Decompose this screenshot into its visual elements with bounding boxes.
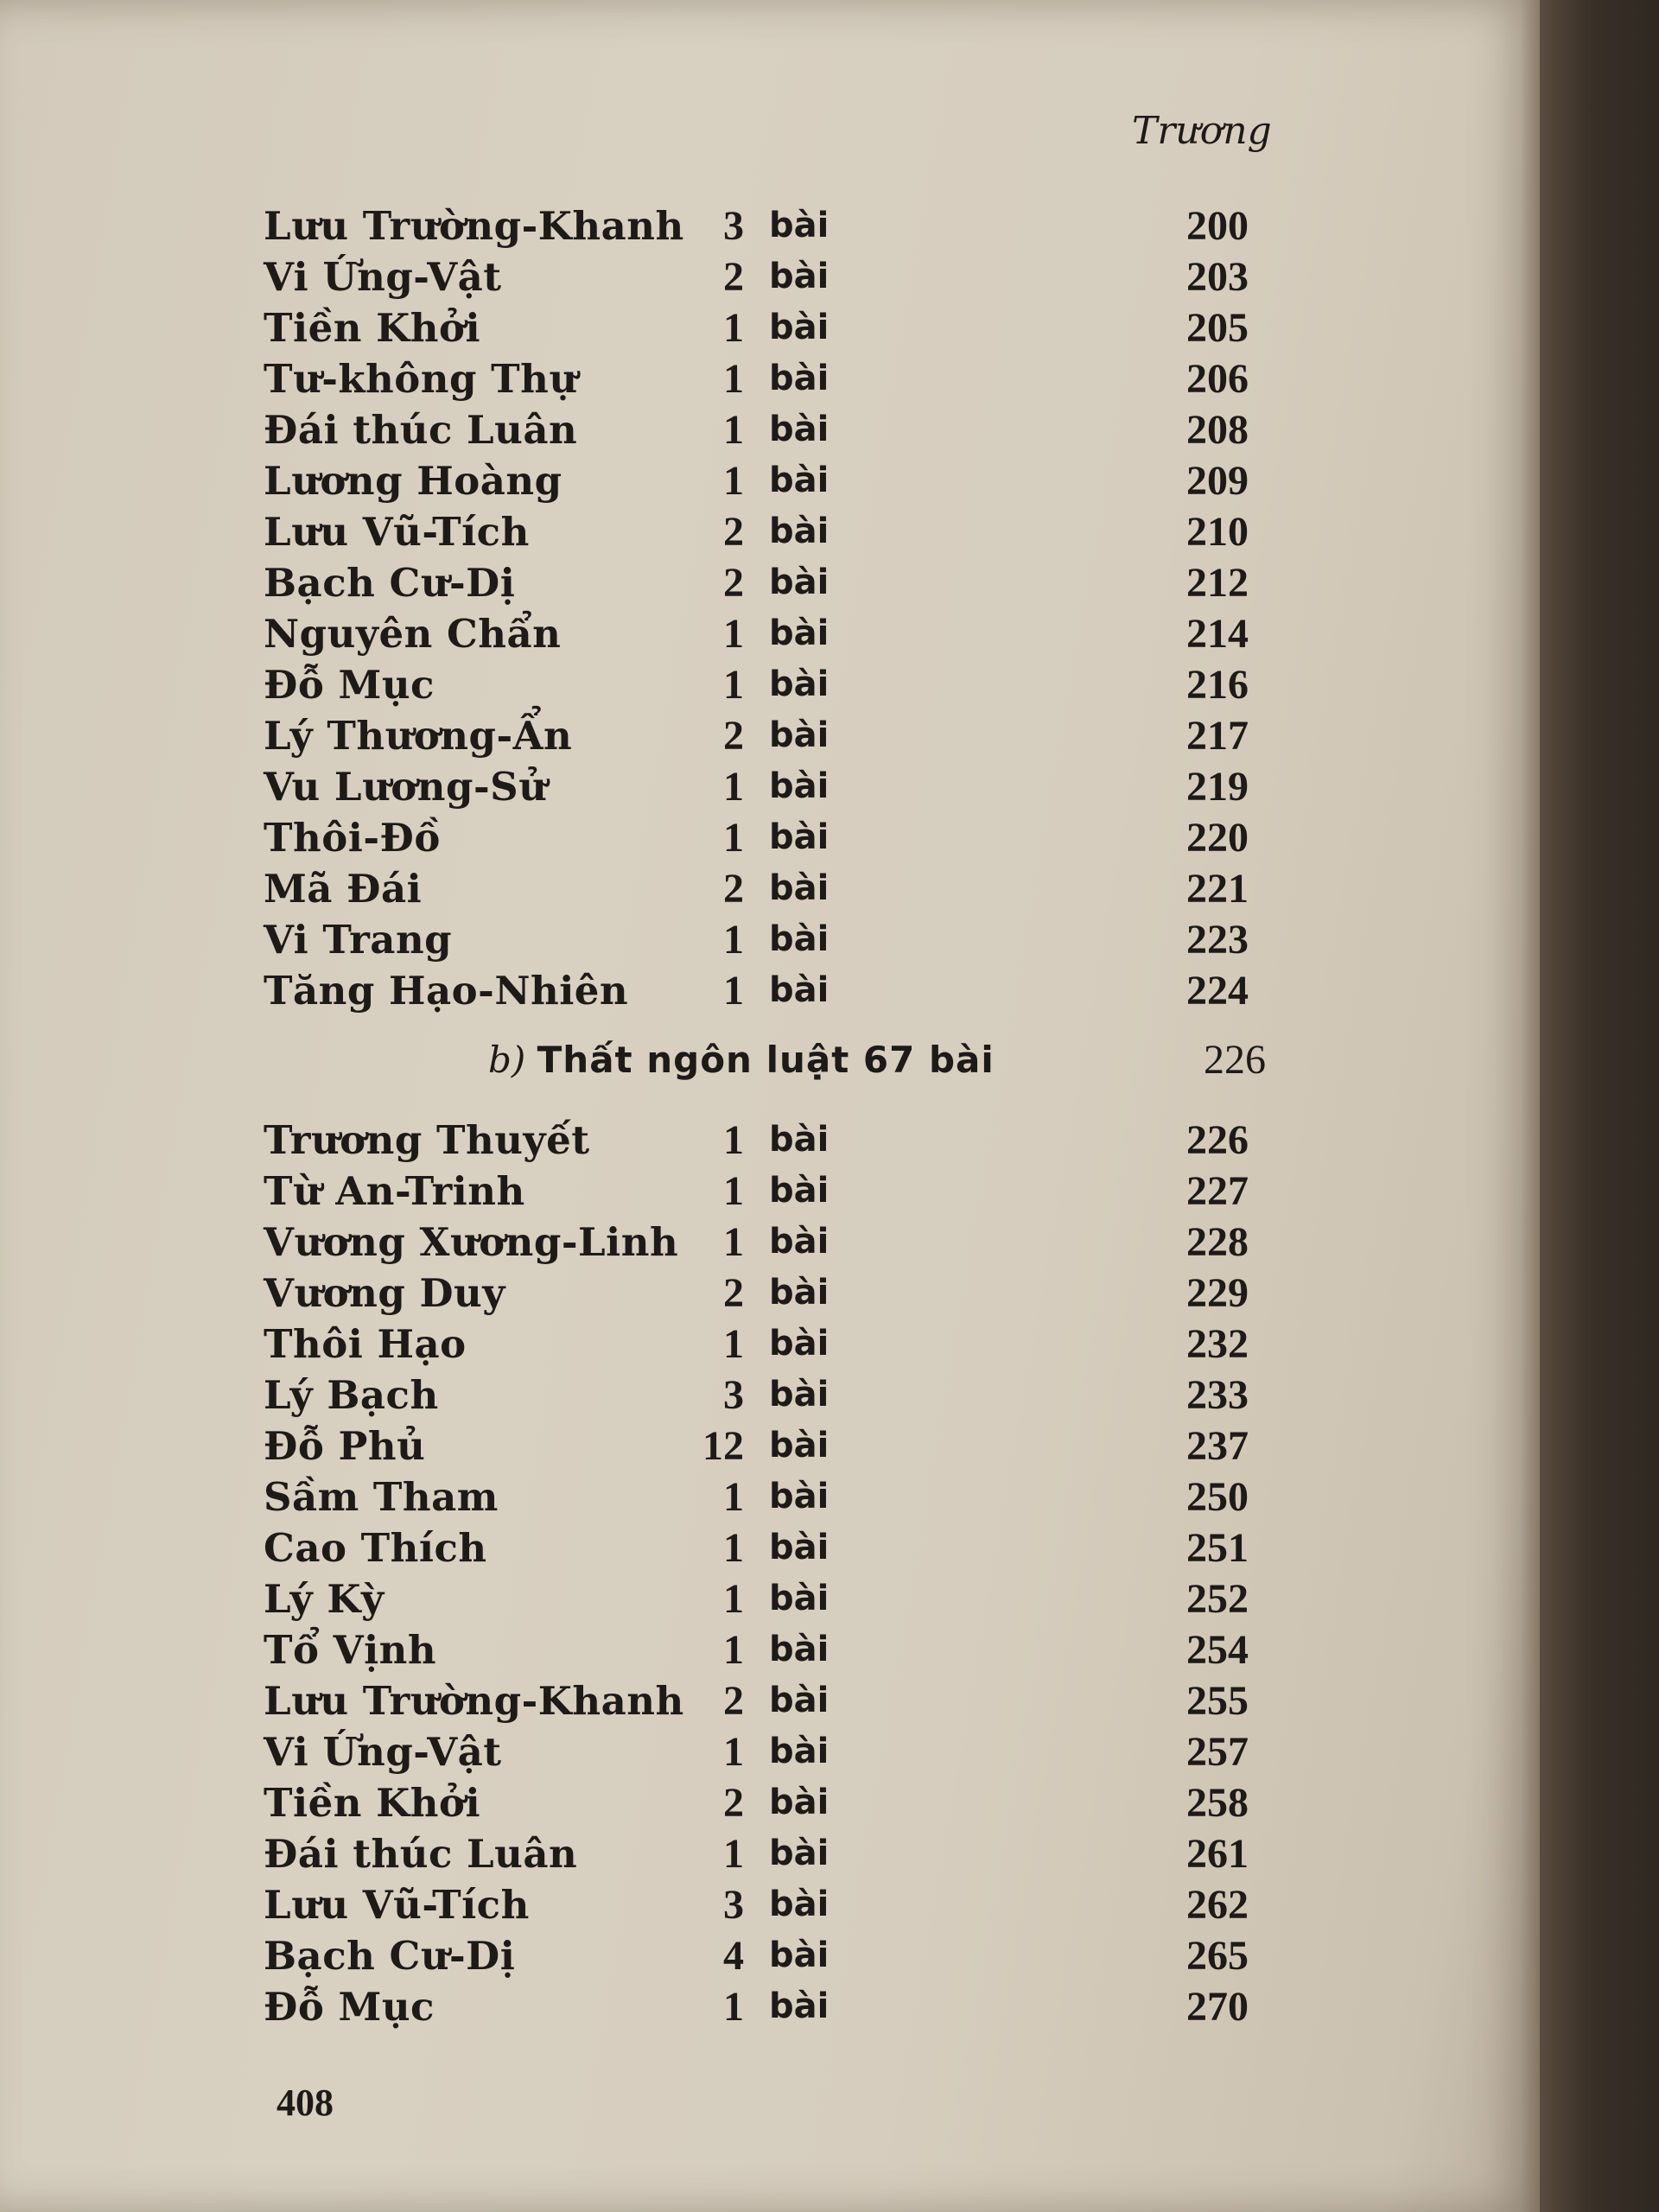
- page-number: 216: [1186, 662, 1249, 708]
- page-number: 200: [1186, 203, 1249, 249]
- poem-unit: bài: [769, 1936, 830, 1975]
- toc-entry: [264, 1115, 1266, 1166]
- page-number: 220: [1186, 815, 1249, 861]
- folio-page-number: 408: [276, 2082, 334, 2124]
- author-name: Lý Kỳ: [264, 1576, 385, 1622]
- toc-entry: [264, 914, 1266, 965]
- toc-entry: [264, 200, 1266, 251]
- poem-count: 1: [723, 1984, 744, 2030]
- author-name: Vương Duy: [264, 1270, 505, 1316]
- page-number: 226: [1186, 1117, 1249, 1163]
- author-name: Lưu Trường-Khanh: [264, 1678, 684, 1724]
- poem-unit: bài: [769, 206, 830, 245]
- page-number: 223: [1186, 917, 1249, 963]
- toc-entry: [264, 1166, 1266, 1217]
- poem-unit: bài: [769, 1528, 830, 1567]
- poem-unit: bài: [769, 613, 830, 653]
- toc-entry: [264, 1828, 1266, 1879]
- toc-entry: [264, 1675, 1266, 1726]
- author-name: Vu Lương-Sử: [264, 764, 548, 810]
- poem-count: 1: [723, 662, 744, 708]
- poem-unit: bài: [769, 1222, 830, 1262]
- poem-unit: bài: [769, 664, 830, 704]
- toc-entry: [264, 863, 1266, 914]
- toc-entry: [264, 659, 1266, 710]
- toc-entry: [264, 353, 1266, 404]
- toc-entry: [264, 1268, 1266, 1319]
- page-number: 233: [1186, 1372, 1249, 1418]
- poem-unit: bài: [769, 1273, 830, 1313]
- page-number: 270: [1186, 1984, 1249, 2030]
- page-number: 206: [1186, 356, 1249, 402]
- poem-count: 3: [723, 1882, 744, 1928]
- poem-unit: bài: [769, 563, 830, 602]
- poem-unit: bài: [769, 1681, 830, 1720]
- poem-count: 1: [723, 458, 744, 504]
- poem-unit: bài: [769, 1732, 830, 1771]
- author-name: Tổ Vịnh: [264, 1627, 437, 1673]
- author-name: Tăng Hạo-Nhiên: [264, 968, 629, 1014]
- poem-unit: bài: [769, 1783, 830, 1822]
- poem-unit: bài: [769, 817, 830, 857]
- page-number: 255: [1186, 1678, 1249, 1724]
- poem-count: 2: [723, 560, 744, 606]
- author-name: Vi Trang: [264, 917, 453, 963]
- poem-unit: bài: [769, 1324, 830, 1363]
- poem-unit: bài: [769, 308, 830, 347]
- toc-entry: [264, 1624, 1266, 1675]
- page-number: 227: [1186, 1168, 1249, 1214]
- page-number: 214: [1186, 611, 1249, 657]
- author-name: Tiền Khởi: [264, 305, 481, 351]
- toc-entry: [264, 710, 1266, 761]
- toc-entry: [264, 1370, 1266, 1421]
- page-number: 219: [1186, 764, 1249, 810]
- toc-entry: [264, 608, 1266, 659]
- page-number: 250: [1186, 1474, 1249, 1520]
- poem-count: 2: [723, 713, 744, 759]
- toc-entry: [264, 965, 1266, 1016]
- toc-entry: [264, 812, 1266, 863]
- poem-unit: bài: [769, 1426, 830, 1465]
- poem-count: 1: [723, 1525, 744, 1571]
- poem-count: 1: [723, 1576, 744, 1622]
- poem-unit: bài: [769, 1986, 830, 2026]
- poem-count: 1: [723, 764, 744, 810]
- page-number: 224: [1186, 968, 1249, 1014]
- page-number: 232: [1186, 1321, 1249, 1367]
- author-name: Lưu Vũ-Tích: [264, 1882, 530, 1928]
- poem-unit: bài: [769, 868, 830, 908]
- toc-section-a: [264, 200, 1266, 1016]
- poem-count: 2: [723, 1678, 744, 1724]
- poem-unit: bài: [769, 461, 830, 500]
- author-name: Thôi Hạo: [264, 1321, 467, 1367]
- page-number: 258: [1186, 1780, 1249, 1826]
- page-number: 205: [1186, 305, 1249, 351]
- poem-count: 1: [723, 815, 744, 861]
- author-name: Lưu Trường-Khanh: [264, 203, 684, 249]
- section-b-heading: [488, 1030, 1266, 1090]
- page-number: 251: [1186, 1525, 1249, 1571]
- poem-count: 2: [723, 254, 744, 300]
- author-name: Vương Xương-Linh: [264, 1219, 679, 1265]
- poem-unit: bài: [769, 1171, 830, 1211]
- section-b-label: b): [488, 1039, 526, 1081]
- author-name: Bạch Cư-Dị: [264, 1933, 516, 1979]
- page-number: 210: [1186, 509, 1249, 555]
- poem-count: 3: [723, 1372, 744, 1418]
- toc-entry: [264, 761, 1266, 812]
- toc-entry: [264, 1777, 1266, 1828]
- page-number: 229: [1186, 1270, 1249, 1316]
- page-number: 212: [1186, 560, 1249, 606]
- author-name: Lưu Vũ-Tích: [264, 509, 530, 555]
- poem-count: 2: [723, 1780, 744, 1826]
- toc-entry: [264, 1217, 1266, 1268]
- toc-entry: [264, 455, 1266, 506]
- page-number: 237: [1186, 1423, 1249, 1469]
- page-number: 203: [1186, 254, 1249, 300]
- poem-count: 1: [723, 356, 744, 402]
- page-number: 208: [1186, 407, 1249, 453]
- toc-entry: [264, 404, 1266, 455]
- author-name: Đái thúc Luân: [264, 1831, 578, 1877]
- author-name: Đỗ Phủ: [264, 1423, 426, 1469]
- toc-entry: [264, 1930, 1266, 1981]
- poem-unit: bài: [769, 359, 830, 398]
- page-number: 221: [1186, 866, 1249, 912]
- poem-count: 1: [723, 1219, 744, 1265]
- author-name: Nguyên Chẩn: [264, 611, 562, 657]
- poem-unit: bài: [769, 1630, 830, 1669]
- poem-unit: bài: [769, 257, 830, 296]
- poem-count: 12: [702, 1423, 744, 1469]
- toc-entry: [264, 1471, 1266, 1522]
- toc-entry: [264, 1573, 1266, 1624]
- author-name: Lý Bạch: [264, 1372, 439, 1418]
- poem-unit: bài: [769, 766, 830, 806]
- poem-unit: bài: [769, 1120, 830, 1160]
- author-name: Bạch Cư-Dị: [264, 560, 516, 606]
- poem-count: 1: [723, 611, 744, 657]
- poem-count: 3: [723, 203, 744, 249]
- author-name: Vi Ứng-Vật: [264, 1729, 502, 1775]
- page-column-header: Trương: [1132, 109, 1272, 153]
- author-name: Lương Hoàng: [264, 458, 563, 504]
- page-number: 254: [1186, 1627, 1249, 1673]
- poem-unit: bài: [769, 919, 830, 959]
- poem-count: 2: [723, 866, 744, 912]
- poem-count: 1: [723, 1117, 744, 1163]
- author-name: Tư-không Thự: [264, 356, 578, 402]
- author-name: Thôi-Đồ: [264, 815, 441, 861]
- author-name: Tiền Khởi: [264, 1780, 481, 1826]
- poem-count: 1: [723, 917, 744, 963]
- poem-count: 1: [723, 407, 744, 453]
- author-name: Vi Ứng-Vật: [264, 254, 502, 300]
- page-number: 228: [1186, 1219, 1249, 1265]
- section-b-title: Thất ngôn luật 67 bài: [537, 1039, 995, 1081]
- poem-unit: bài: [769, 715, 830, 755]
- author-name: Từ An-Trinh: [264, 1168, 525, 1214]
- toc-entry: [264, 1726, 1266, 1777]
- poem-count: 1: [723, 1729, 744, 1775]
- poem-unit: bài: [769, 1477, 830, 1516]
- toc-entry: [264, 1981, 1266, 2032]
- author-name: Sầm Tham: [264, 1474, 499, 1520]
- page-number: 217: [1186, 713, 1249, 759]
- poem-unit: bài: [769, 1375, 830, 1414]
- toc-entry: [264, 1522, 1266, 1573]
- poem-unit: bài: [769, 970, 830, 1010]
- toc-entry: [264, 557, 1266, 608]
- poem-count: 2: [723, 1270, 744, 1316]
- toc-entry: [264, 251, 1266, 302]
- poem-unit: bài: [769, 1885, 830, 1924]
- toc-entry: [264, 302, 1266, 353]
- poem-count: 1: [723, 305, 744, 351]
- toc-entry: [264, 1879, 1266, 1930]
- toc-entry: [264, 506, 1266, 557]
- poem-unit: bài: [769, 512, 830, 551]
- poem-count: 2: [723, 509, 744, 555]
- author-name: Đỗ Mục: [264, 1984, 435, 2030]
- author-name: Mã Đái: [264, 866, 423, 912]
- author-name: Cao Thích: [264, 1525, 487, 1571]
- poem-count: 1: [723, 968, 744, 1014]
- poem-count: 1: [723, 1627, 744, 1673]
- poem-unit: bài: [769, 1579, 830, 1618]
- book-spine: [1540, 0, 1659, 2212]
- poem-count: 1: [723, 1168, 744, 1214]
- page-number: 261: [1186, 1831, 1249, 1877]
- poem-unit: bài: [769, 1834, 830, 1873]
- toc-entry: [264, 1421, 1266, 1471]
- page-number: 209: [1186, 458, 1249, 504]
- author-name: Trương Thuyết: [264, 1117, 590, 1163]
- poem-count: 1: [723, 1831, 744, 1877]
- toc-section-b: [264, 1115, 1266, 2032]
- toc-entry: [264, 1319, 1266, 1370]
- page-number: 265: [1186, 1933, 1249, 1979]
- poem-count: 1: [723, 1474, 744, 1520]
- author-name: Đái thúc Luân: [264, 407, 578, 453]
- author-name: Lý Thương-Ẩn: [264, 713, 573, 759]
- poem-count: 1: [723, 1321, 744, 1367]
- page-number: 262: [1186, 1882, 1249, 1928]
- poem-count: 4: [723, 1933, 744, 1979]
- page-number: 252: [1186, 1576, 1249, 1622]
- author-name: Đỗ Mục: [264, 662, 435, 708]
- section-b-page-number: 226: [1204, 1037, 1266, 1083]
- page-number: 257: [1186, 1729, 1249, 1775]
- poem-unit: bài: [769, 410, 830, 449]
